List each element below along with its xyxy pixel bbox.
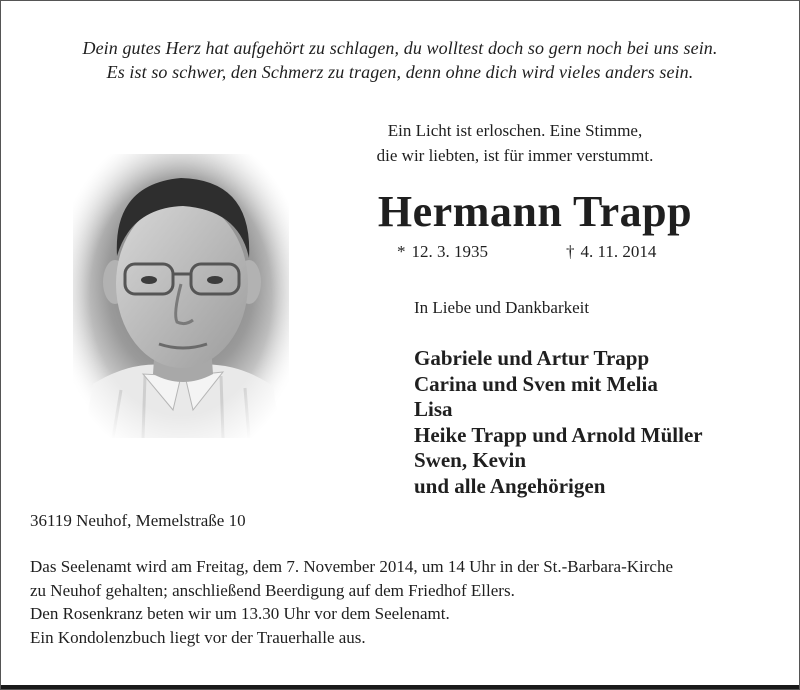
portrait-image (73, 154, 289, 438)
motto-line-2: Es ist so schwer, den Schmerz zu tragen, denn ohne dich wird vieles anders sein. (106, 62, 694, 82)
mourner-line: Swen, Kevin (414, 448, 527, 472)
address: 36119 Neuhof, Memelstraße 10 (30, 511, 246, 530)
mourner-line: Heike Trapp und Arnold Müller (414, 422, 703, 447)
notes-line: Den Rosenkranz beten wir um 13.30 Uhr vor dem Seelenamt. (30, 604, 450, 623)
birth-star-icon: * (397, 242, 406, 261)
death-date (566, 242, 656, 262)
verse-line-1: Ein Licht ist erloschen. Eine Stimme, (387, 121, 643, 140)
birth-date-value: 12. 3. 1935 (411, 242, 488, 261)
motto-line-1: Dein gutes Herz hat aufgehört zu schlagen, du wolltest doch so gern noch bei uns sein. (82, 38, 718, 58)
portrait-photo (73, 154, 289, 438)
service-notes (30, 555, 790, 649)
verse-line-2: die wir liebten, ist für immer verstummt. (376, 146, 654, 165)
notes-line: Das Seelenamt wird am Freitag, dem 7. November 2014, um 14 Uhr in der St.-Barbara-Kirche (30, 557, 673, 576)
motto (0, 36, 800, 84)
notes-line: Ein Kondolenzbuch liegt vor der Trauerhalle aus. (30, 627, 366, 647)
death-cross-icon: † (566, 242, 575, 261)
mourner-line: und alle Angehörigen (414, 473, 606, 498)
mourners-list (414, 346, 703, 499)
thanks-line: In Liebe und Dankbarkeit (414, 298, 590, 317)
birth-date (397, 242, 488, 262)
death-date-value: 4. 11. 2014 (580, 242, 657, 261)
mourner-line: Lisa (414, 397, 453, 421)
notes-line: zu Neuhof gehalten; anschließend Beerdigung auf dem Friedhof Ellers. (30, 580, 515, 600)
verse (340, 118, 690, 168)
mourner-line: Carina und Sven mit Melia (414, 371, 658, 396)
mourner-line: Gabriele und Artur Trapp (414, 346, 650, 370)
deceased-name: Hermann Trapp (377, 187, 693, 236)
life-dates (397, 242, 697, 266)
